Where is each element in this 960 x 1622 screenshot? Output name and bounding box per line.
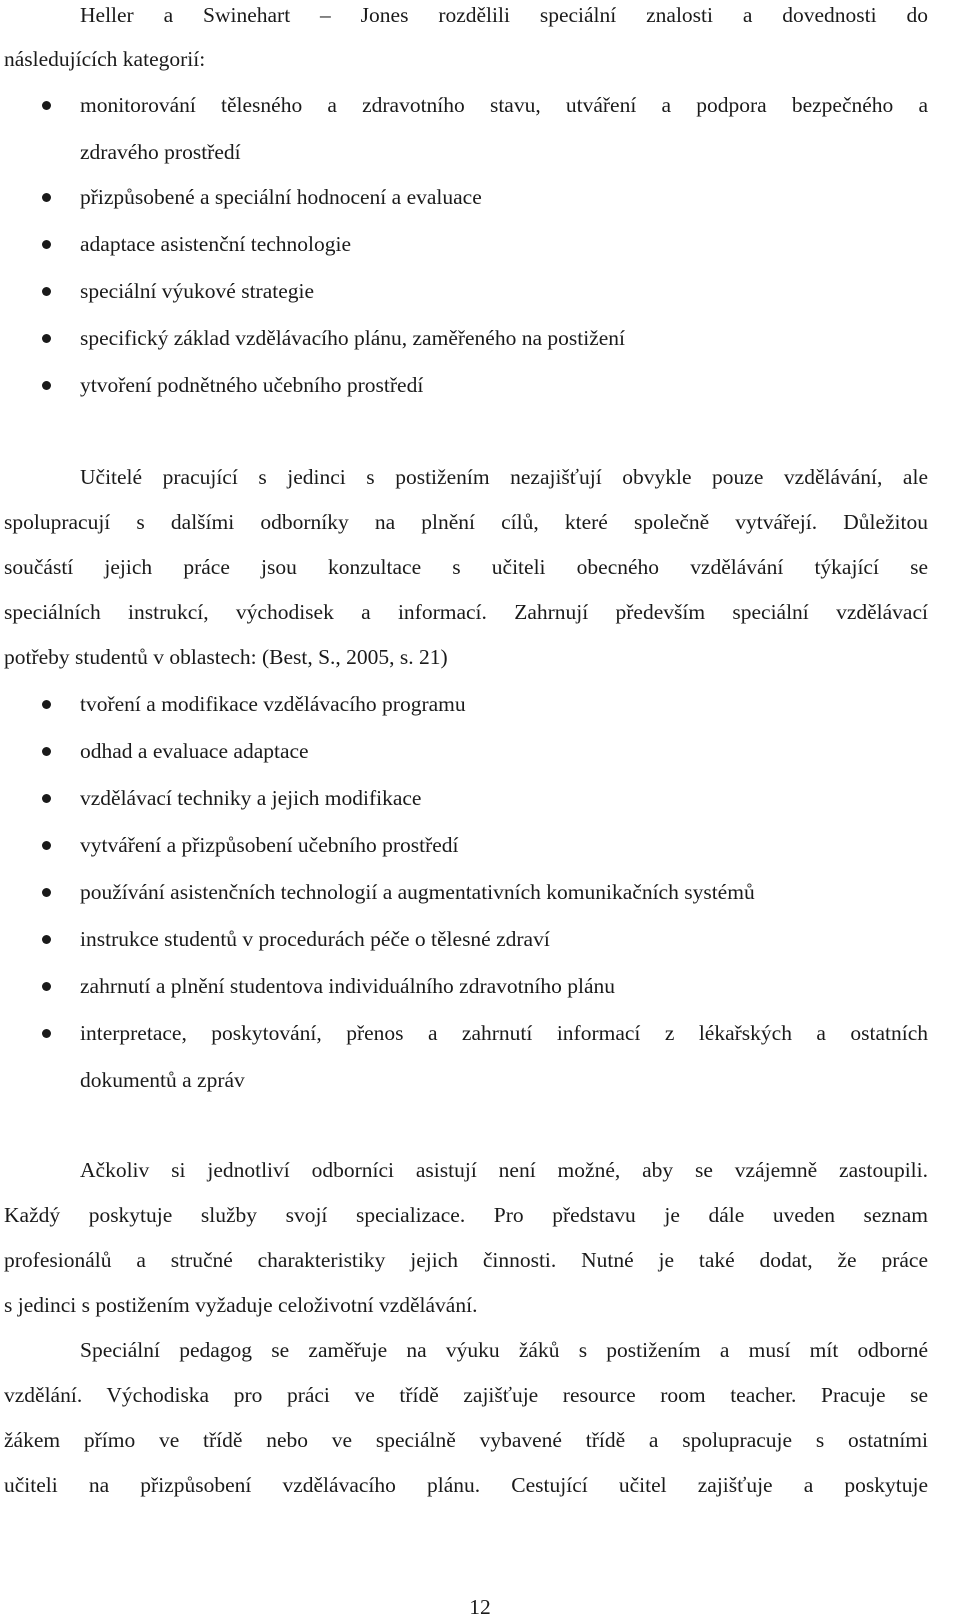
bullet-icon	[42, 747, 51, 756]
list2-item-5: používání asistenčních technologií a augmentativních komunikačních systémů	[80, 880, 755, 904]
list2-item-7: zahrnutí a plnění studentova individuálního zdravotního plánu	[80, 974, 615, 998]
paragraph3-line-3: profesionálů a stručné charakteristiky jejich činnosti. Nutné je také dodat, že práce	[4, 1248, 928, 1272]
list1-item-2: přizpůsobené a speciální hodnocení a evaluace	[80, 185, 482, 209]
list2-item-3: vzdělávací techniky a jejich modifikace	[80, 786, 422, 810]
paragraph2-line-2: spolupracují s dalšími odborníky na plnění cílů, které společně vytvářejí. Důležitou	[4, 510, 928, 534]
bullet-icon	[42, 888, 51, 897]
bullet-icon	[42, 700, 51, 709]
paragraph3-line-4: s jedinci s postižením vyžaduje celoživotní vzdělávání.	[4, 1293, 478, 1317]
page-number: 12	[469, 1595, 491, 1619]
bullet-icon	[42, 935, 51, 944]
list2-item-2: odhad a evaluace adaptace	[80, 739, 309, 763]
list1-item-4: speciální výukové strategie	[80, 279, 315, 303]
list1-item-1-line-2: zdravého prostředí	[80, 140, 241, 164]
list1-item-3: adaptace asistenční technologie	[80, 232, 352, 256]
intro-line-1: Heller a Swinehart – Jones rozdělili speciální znalosti a dovednosti do	[80, 3, 928, 27]
bullet-icon	[42, 287, 51, 296]
bullet-icon	[42, 982, 51, 991]
bullet-icon	[42, 240, 51, 249]
paragraph4-line-4: učiteli na přizpůsobení vzdělávacího plánu. Cestující učitel zajišťuje a poskytuje	[4, 1473, 928, 1497]
list2-item-4: vytváření a přizpůsobení učebního prostředí	[80, 833, 459, 857]
paragraph4-line-1: Speciální pedagog se zaměřuje na výuku žáků s postižením a musí mít odborné	[80, 1338, 928, 1362]
paragraph2-line-5: potřeby studentů v oblastech: (Best, S., 2005, s. 21)	[4, 645, 448, 669]
paragraph2-line-3: součástí jejich práce jsou konzultace s učiteli obecného vzdělávání týkající se	[4, 555, 928, 579]
list2-item-6: instrukce studentů v procedurách péče o tělesné zdraví	[80, 927, 550, 951]
list1-item-6: ytvoření podnětného učebního prostředí	[80, 373, 424, 397]
bullet-icon	[42, 193, 51, 202]
paragraph3-line-1: Ačkoliv si jednotliví odborníci asistují není možné, aby se vzájemně zastoupili.	[80, 1158, 928, 1182]
bullet-icon	[42, 381, 51, 390]
paragraph2-line-1: Učitelé pracující s jedinci s postižením nezajišťují obvykle pouze vzdělávání, ale	[80, 465, 928, 489]
bullet-icon	[42, 841, 51, 850]
list1-item-1-line-1: monitorování tělesného a zdravotního stavu, utváření a podpora bezpečného a	[80, 93, 928, 117]
list2-item-8-line-1: interpretace, poskytování, přenos a zahrnutí informací z lékařských a ostatních	[80, 1021, 928, 1045]
paragraph2-line-4: speciálních instrukcí, východisek a informací. Zahrnují především speciální vzdělávací	[4, 600, 928, 624]
intro-line-2: následujících kategorií:	[4, 47, 206, 71]
bullet-icon	[42, 101, 51, 110]
paragraph3-line-2: Každý poskytuje služby svojí specializace. Pro představu je dále uveden seznam	[4, 1203, 928, 1227]
paragraph4-line-3: žákem přímo ve třídě nebo ve speciálně vybavené třídě a spolupracuje s ostatními	[4, 1428, 928, 1452]
bullet-icon	[42, 794, 51, 803]
paragraph4-line-2: vzdělání. Východiska pro práci ve třídě zajišťuje resource room teacher. Pracuje se	[4, 1383, 928, 1407]
bullet-icon	[42, 334, 51, 343]
list2-item-8-line-2: dokumentů a zpráv	[80, 1068, 245, 1092]
bullet-icon	[42, 1029, 51, 1038]
list1-item-5: specifický základ vzdělávacího plánu, zaměřeného na postižení	[80, 326, 626, 350]
list2-item-1: tvoření a modifikace vzdělávacího programu	[80, 692, 466, 716]
